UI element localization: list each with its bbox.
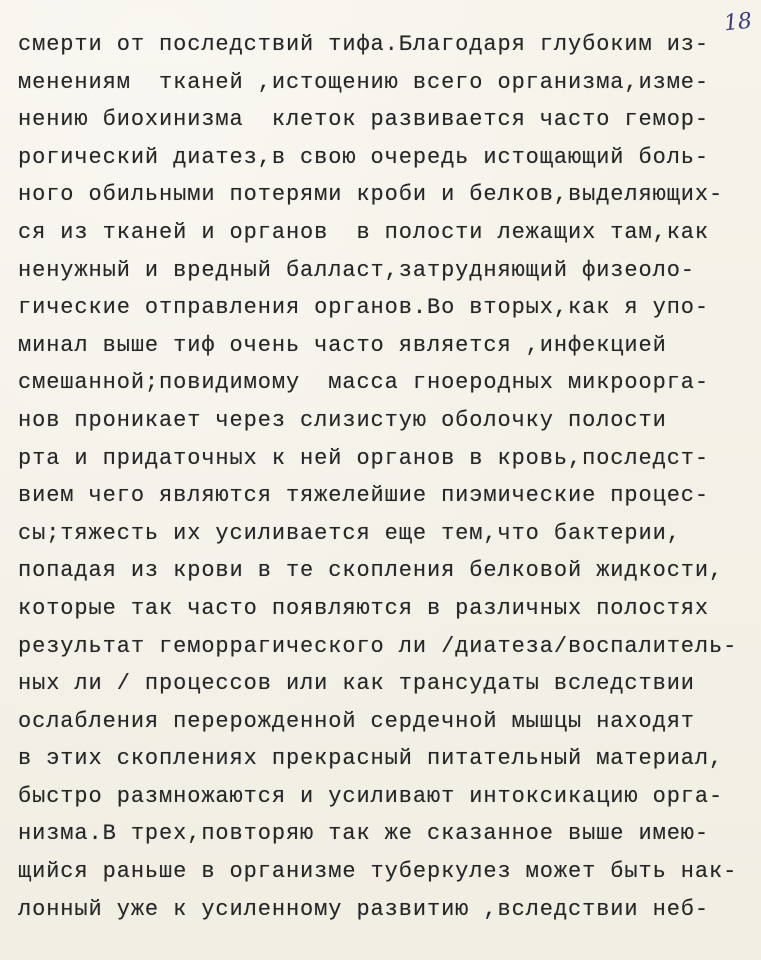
text-line: нению биохинизма клеток развивается часто гемор- — [18, 107, 710, 133]
text-line: которые так часто появляются в различных полостях — [18, 595, 710, 621]
text-line: менениям тканей ,истощению всего организма,изме- — [18, 69, 710, 95]
text-line: нов проникает через слизистую оболочку полости — [18, 407, 667, 433]
text-line: результат геморрагического ли /диатеза/воспалитель- — [18, 633, 738, 659]
text-line: смерти от последствий тифа.Благодаря глубоким из- — [18, 32, 710, 57]
text-line: ных ли / процессов или как трансудаты вследствии — [18, 671, 695, 697]
typed-text-body — [18, 26, 753, 928]
text-line: рта и придаточных к ней органов в кровь,последст- — [18, 445, 710, 471]
text-line: низма.В трех,повторяю так же сказанное выше имею- — [18, 821, 710, 847]
text-line: в этих скоплениях прекрасный питательный материал, — [18, 746, 724, 772]
text-line: минал выше тиф очень часто является ,инфекцией — [18, 332, 667, 358]
text-line: ненужный и вредный балласт,затрудняющий физеоло- — [18, 257, 695, 283]
text-line: попадая из крови в те скопления белковой жидкости, — [18, 558, 724, 584]
text-line: щийся раньше в организме туберкулез может быть нак- — [18, 859, 738, 885]
text-line: рогический диатез,в свою очередь истощающий боль- — [18, 144, 710, 170]
handwritten-page-number: 18 — [722, 8, 754, 37]
text-line: вием чего являются тяжелейшие пиэмические процес- — [18, 483, 710, 509]
text-line: ся из тканей и органов в полости лежащих там,как — [18, 219, 710, 245]
text-line: смешанной;повидимому масса гноеродных микроорга- — [18, 370, 710, 396]
text-line: сы;тяжесть их усиливается еще тем,что бактерии, — [18, 520, 681, 546]
text-line: лонный уже к усиленному развитию ,вследствии неб- — [18, 896, 710, 922]
text-line: ослабления перерожденной сердечной мышцы находят — [18, 708, 695, 734]
text-line: гические отправления органов.Во вторых,как я упо- — [18, 295, 710, 321]
text-line: ного обильными потерями кроби и белков,выделяющих- — [18, 182, 724, 208]
text-line: быстро размножаются и усиливают интоксикацию орга- — [18, 783, 724, 809]
